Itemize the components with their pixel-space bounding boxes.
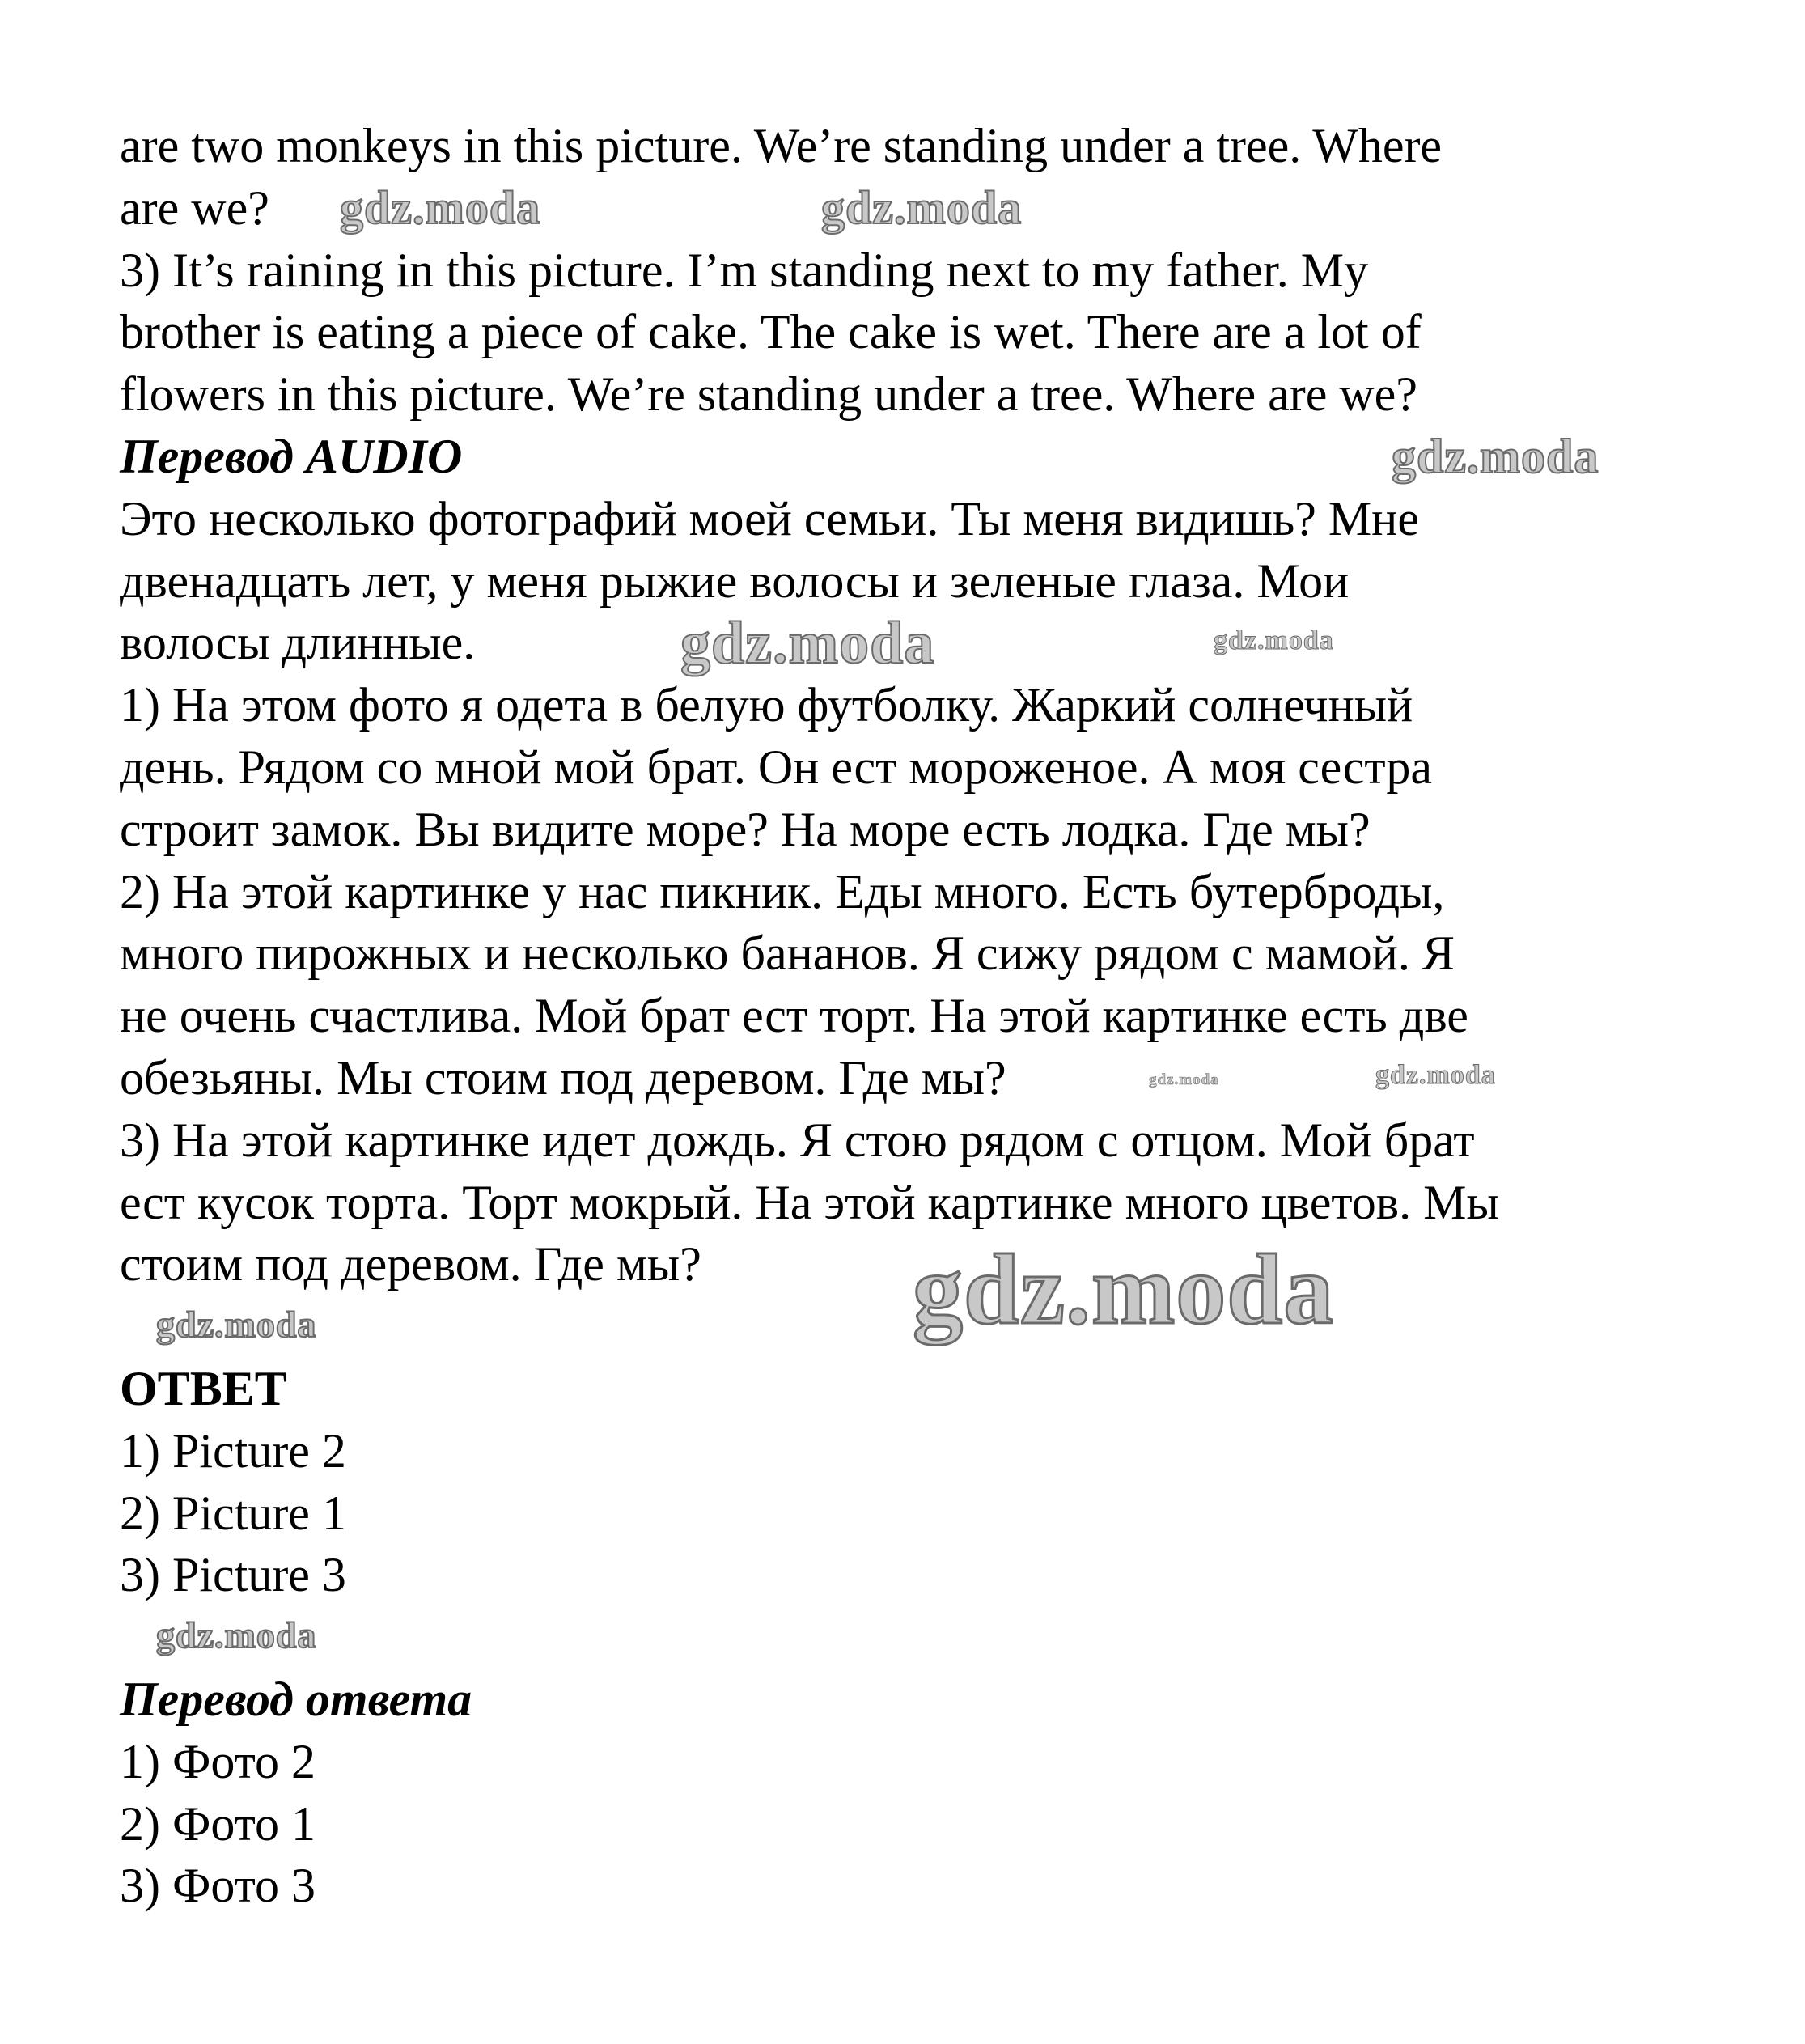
text-line: двенадцать лет, у меня рыжие волосы и зеленые глаза. Мои xyxy=(120,553,1350,608)
answer-item: 2) Picture 1 xyxy=(120,1486,346,1540)
watermark: gdz.moda xyxy=(680,610,935,676)
text-line: 2) На этой картинке у нас пикник. Еды много. Есть бутерброды, xyxy=(120,864,1445,918)
text-line: 1) На этом фото я одета в белую футболку. Жаркий солнечный xyxy=(120,678,1413,732)
document-body xyxy=(120,115,1499,1917)
watermark: gdz.moda xyxy=(1214,625,1334,655)
spacer xyxy=(120,1296,121,1358)
text-line: brother is eating a piece of cake. The cake is wet. There are a lot of xyxy=(120,305,1422,359)
spacer xyxy=(120,1606,121,1669)
watermark: gdz.moda xyxy=(913,1234,1335,1345)
answer-translation-heading: Перевод ответа xyxy=(120,1672,472,1726)
answer-translation-item: 3) Фото 3 xyxy=(120,1859,316,1913)
watermark: gdz.moda xyxy=(156,1304,317,1345)
answer-translation-item: 1) Фото 2 xyxy=(120,1734,316,1788)
watermark: gdz.moda xyxy=(156,1614,317,1656)
answer-translation-item: 2) Фото 1 xyxy=(120,1796,316,1851)
text-line: волосы длинные. xyxy=(120,616,476,670)
answer-item: 1) Picture 2 xyxy=(120,1423,346,1478)
text-line: обезьяны. Мы стоим под деревом. Где мы? xyxy=(120,1050,1006,1105)
translation-heading: Перевод AUDIO xyxy=(120,429,463,483)
watermark: gdz.moda xyxy=(1392,430,1600,483)
text-line: строит замок. Вы видите море? На море есть лодка. Где мы? xyxy=(120,802,1371,856)
text-line: are two monkeys in this picture. We’re standing under a tree. Where xyxy=(120,119,1443,172)
text-line: 3) На этой картинке идет дождь. Я стою рядом с отцом. Мой брат xyxy=(120,1113,1475,1167)
watermark: gdz.moda xyxy=(1375,1060,1496,1090)
answer-heading: ОТВЕТ xyxy=(120,1361,287,1415)
text-line: Это несколько фотографий моей семьи. Ты меня видишь? Мне xyxy=(120,491,1419,545)
text-line: ест кусок торта. Торт мокрый. На этой картинке много цветов. Мы xyxy=(120,1175,1499,1229)
watermark: gdz.moda xyxy=(1149,1071,1219,1088)
text-line: день. Рядом со мной мой брат. Он ест мороженое. А моя сестра xyxy=(120,740,1432,794)
text-line: много пирожных и несколько бананов. Я сижу рядом с мамой. Я xyxy=(120,927,1455,981)
text-line: are we? xyxy=(120,180,269,235)
watermark: gdz.moda xyxy=(340,181,541,234)
answer-item: 3) Picture 3 xyxy=(120,1548,346,1602)
watermark: gdz.moda xyxy=(821,181,1023,234)
text-line: стоим под деревом. Где мы? xyxy=(120,1237,701,1291)
text-line: flowers in this picture. We’re standing under a tree. Where are we? xyxy=(120,367,1417,422)
text-line: 3) It’s raining in this picture. I’m standing next to my father. My xyxy=(120,243,1369,297)
text-line: не очень счастлива. Мой брат ест торт. На этой картинке есть две xyxy=(120,989,1468,1043)
